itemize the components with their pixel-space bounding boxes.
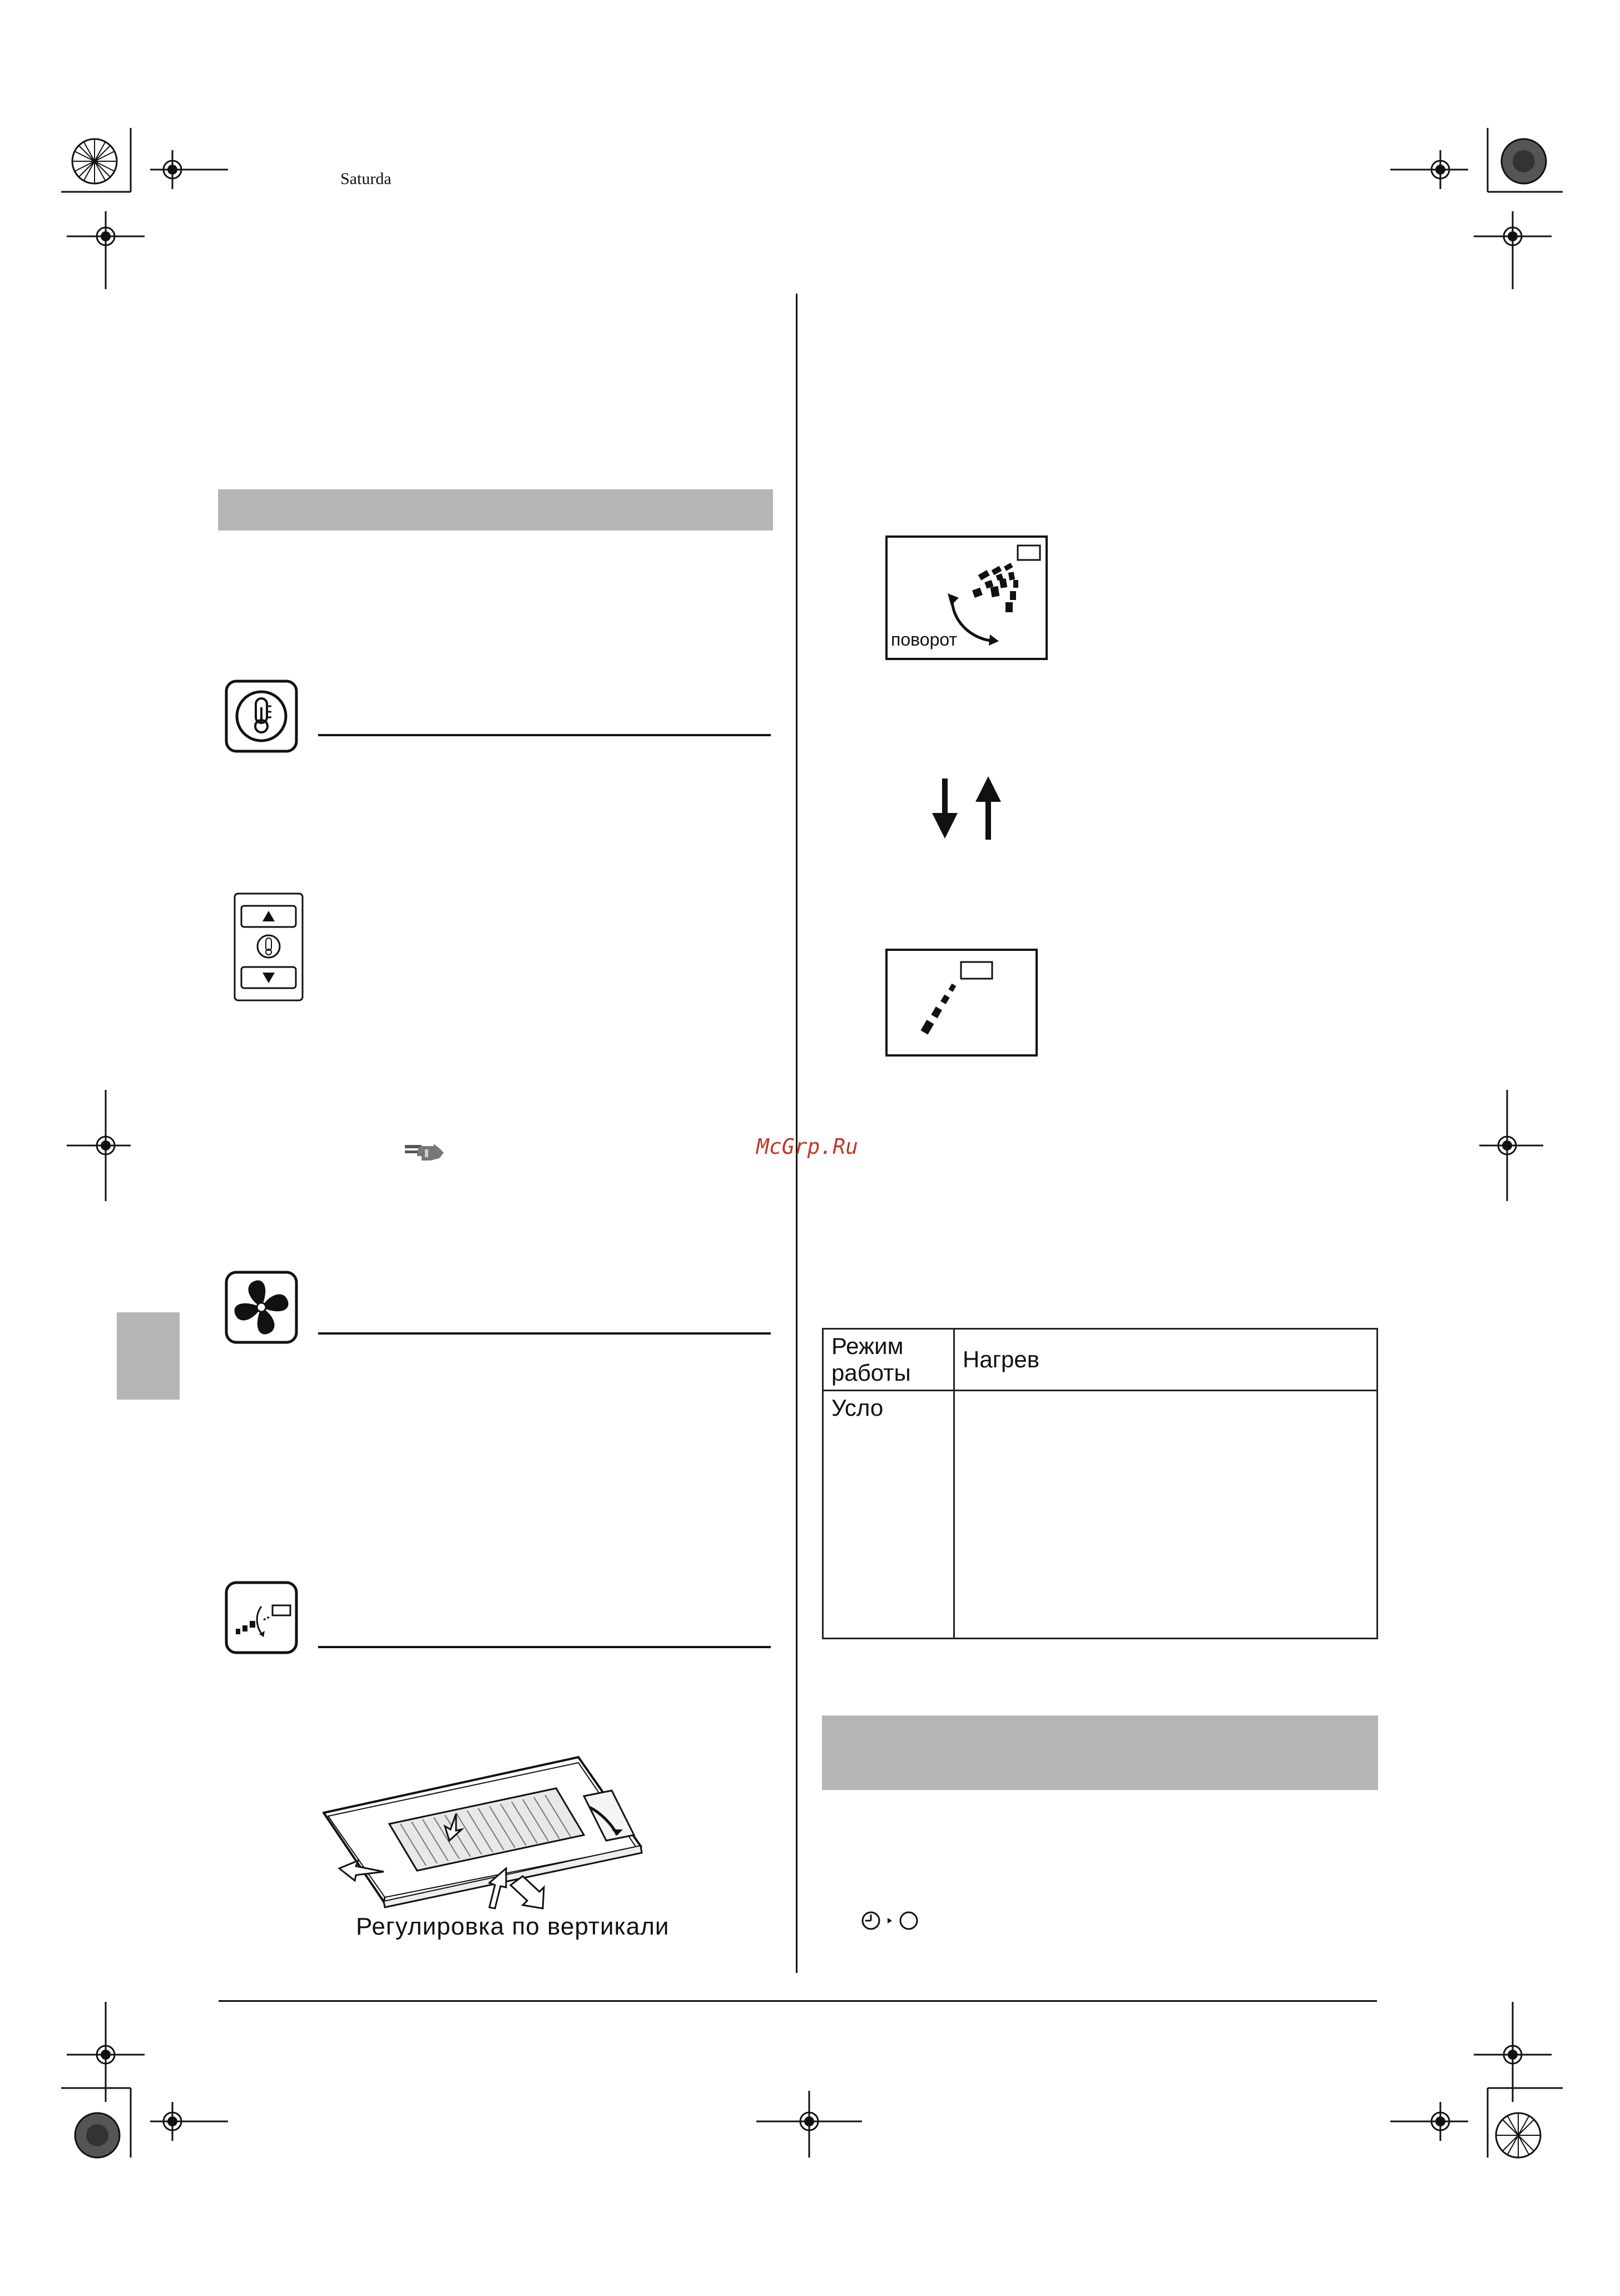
- airflow-direction-button-icon: [225, 1581, 298, 1654]
- section-header-bar-left: [218, 489, 773, 530]
- table-cell-condition-value: [954, 1391, 1378, 1639]
- footer-rule: [219, 2000, 1377, 2002]
- fan-section-rule: [318, 1332, 771, 1335]
- up-down-arrows-icon: [930, 773, 1008, 842]
- airflow-section-rule: [318, 1646, 771, 1648]
- running-header: Saturda: [340, 170, 392, 188]
- registration-mark-bottom-center: [756, 2091, 868, 2169]
- operation-mode-table: [822, 1328, 1378, 1639]
- fan-speed-button-icon: [225, 1271, 298, 1344]
- fixed-louver-display: [885, 949, 1038, 1057]
- table-cell-condition-label: Усло: [823, 1391, 954, 1639]
- registration-mark-mid-left: [64, 1084, 131, 1207]
- registration-mark-mid-right: [1479, 1084, 1546, 1207]
- thermometer-section-rule: [318, 734, 771, 736]
- timer-sequence-icon: [861, 1910, 922, 1932]
- side-tab: [117, 1312, 180, 1400]
- temperature-control-panel: [234, 892, 304, 1001]
- vertical-adjustment-caption: Регулировка по вертикали: [356, 1913, 670, 1940]
- section-header-bar-right: [822, 1715, 1378, 1790]
- cassette-unit-illustration: [323, 1752, 645, 1913]
- registration-mark-top-left: [61, 117, 284, 306]
- table-row: [823, 1391, 1378, 1639]
- watermark: McGrp.Ru: [756, 1134, 859, 1159]
- registration-mark-bottom-right: [1385, 1991, 1563, 2180]
- hand-pointer-icon: [405, 1143, 445, 1164]
- column-divider: [796, 294, 797, 1973]
- table-cell-mode-value: Нагрев: [954, 1329, 1378, 1391]
- thermometer-button-icon: [225, 680, 298, 753]
- registration-mark-top-right: [1385, 117, 1563, 306]
- registration-mark-bottom-left: [61, 1991, 284, 2180]
- swing-label: поворот: [891, 629, 958, 649]
- table-row: [823, 1329, 1378, 1391]
- table-cell-mode-label: Режим работы: [823, 1329, 954, 1391]
